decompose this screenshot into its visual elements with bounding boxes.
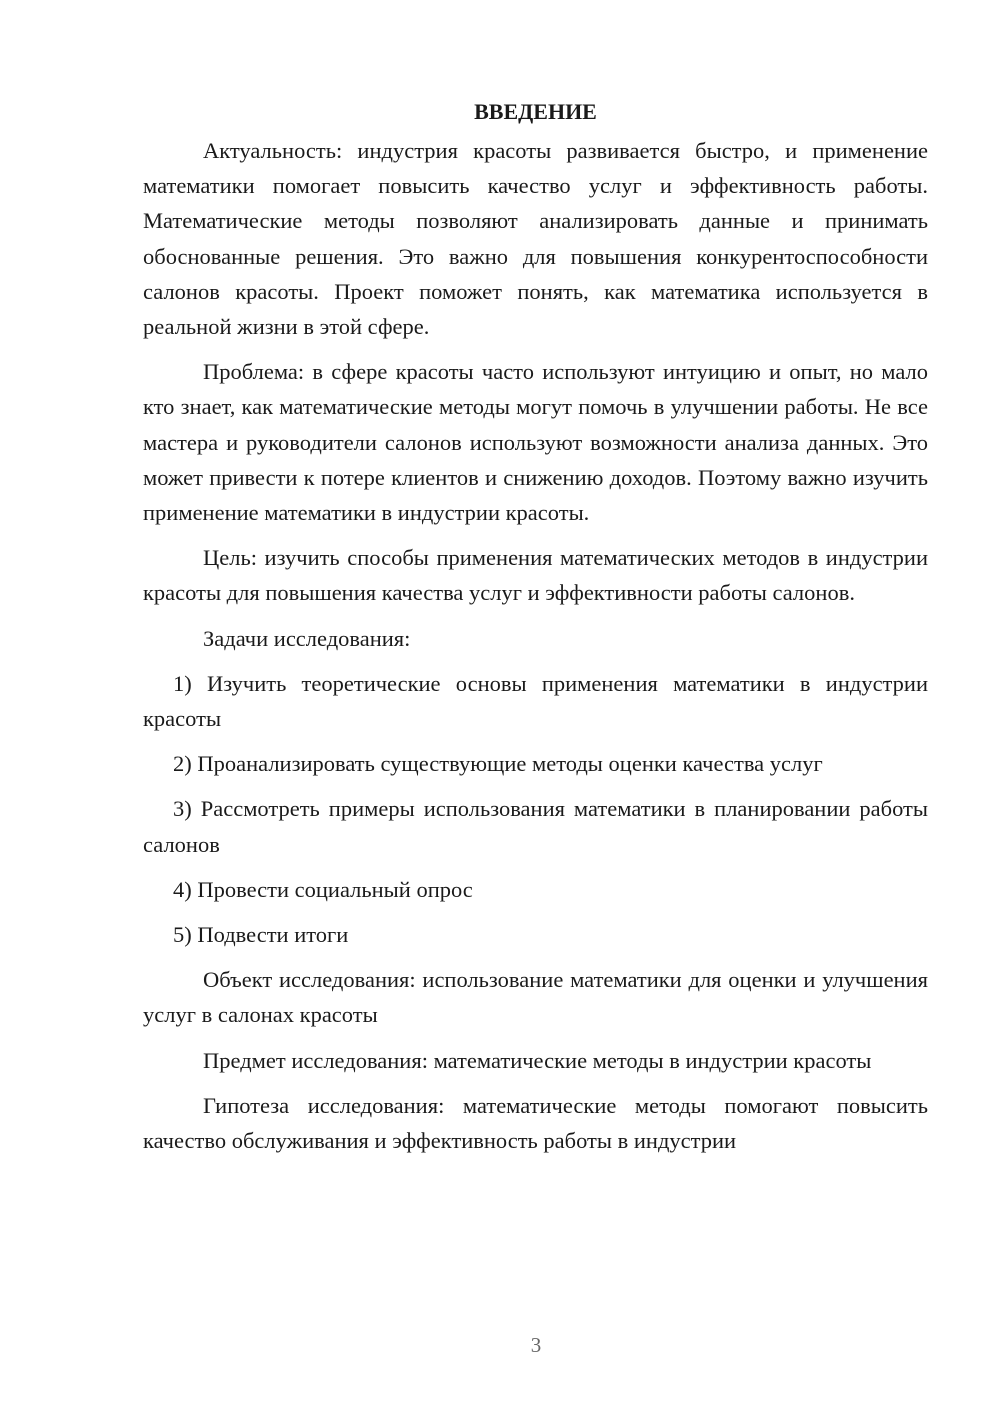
task-item: 3) Рассмотреть примеры использования математики в планировании работы салонов [143,796,928,857]
paragraph-problem: Проблема: в сфере красоты часто используют интуицию и опыт, но мало кто знает, как математические методы могут помочь в улучшении работы. Не все мастера и руководители салонов используют возможности анализа данных. Это может привести к потере клиентов и снижению доходов. Поэтому важно изучить применение математики в индустрии красоты. [143,359,928,526]
paragraph-subject: Предмет исследования: математические методы в индустрии красоты [203,1047,872,1073]
task-item: 4) Провести социальный опрос [173,876,473,902]
section-heading: ВВЕДЕНИЕ [474,99,597,124]
paragraph-hypothesis: Гипотеза исследования: математические методы помогают повысить качество обслуживания и эффективность работы в индустрии [143,1092,928,1154]
paragraph-goal: Цель: изучить способы применения математических методов в индустрии красоты для повышения качества услуг и эффективности работы салонов. [143,545,928,606]
paragraph-relevance: Актуальность: индустрия красоты развивается быстро, и применение математики помогает повысить качество услуг и эффективность работы. Математические методы позволяют анализировать данные и принимать обоснованные решения. Это важно для повышения конкурентоспособности салонов красоты. Проект поможет понять, как математика используется в реальной жизни в этой сфере. [143,138,928,340]
paragraph-object: Объект исследования: использование математики для оценки и улучшения услуг в салонах красоты [143,967,928,1028]
task-item: 1) Изучить теоретические основы применения математики в индустрии красоты [143,670,928,732]
task-item: 5) Подвести итоги [173,922,349,948]
page-number: 3 [530,1333,542,1357]
tasks-title: Задачи исследования: [203,625,411,651]
page-content [143,95,928,1158]
task-item: 2) Проанализировать существующие методы оценки качества услуг [173,751,823,777]
